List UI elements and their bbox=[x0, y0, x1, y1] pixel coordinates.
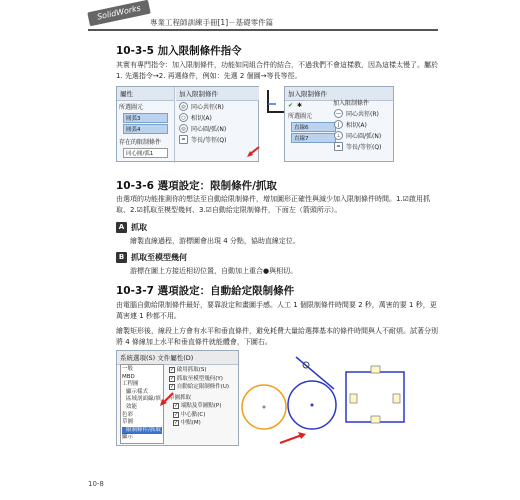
fig-left-opt-1[interactable] bbox=[176, 101, 259, 112]
check-snap[interactable] bbox=[169, 366, 239, 375]
tangent-icon: ○ bbox=[179, 113, 188, 122]
fig-right-opt-1[interactable] bbox=[331, 108, 394, 119]
red-arrow-line bbox=[280, 435, 302, 443]
equal-icon: = bbox=[334, 142, 343, 151]
book-title: 專業工程師訓練手冊[1]－基礎零件篇 bbox=[150, 18, 274, 27]
perpendicular-icon: ⊥ bbox=[334, 131, 343, 140]
tree-item[interactable]: 效能 bbox=[126, 403, 138, 410]
concentric-icon: ◎ bbox=[179, 102, 188, 111]
tree-item[interactable]: 顯示 bbox=[122, 434, 134, 441]
check-icon[interactable]: ✔ bbox=[288, 102, 294, 109]
red-arrow-icon bbox=[157, 391, 175, 407]
section-heading-10-3-5: 10-3-5 加入限制條件指令 bbox=[116, 45, 242, 57]
fig-right-opt-3[interactable] bbox=[331, 130, 394, 141]
horizontal-relation-icon bbox=[371, 416, 380, 423]
tree-item[interactable]: 一般 bbox=[122, 366, 134, 372]
check-snap-geometry[interactable] bbox=[169, 375, 239, 384]
fig-right-add-title: 加入限制條件 bbox=[333, 100, 370, 107]
tangent-circles-illustration bbox=[240, 355, 340, 450]
check-midpoint[interactable] bbox=[169, 419, 239, 428]
fig-left-opt-4-label: 等長/等徑(Q) bbox=[191, 137, 227, 144]
check-endpoints-label: 端點及草圖點(P) bbox=[180, 403, 222, 409]
options-tabs[interactable]: 系統選項(S) 文件屬性(D) bbox=[117, 351, 238, 365]
fig-right-opt-2-label: 相切(A) bbox=[346, 122, 367, 129]
tree-item[interactable]: MBD bbox=[122, 373, 135, 380]
section-heading-10-3-6: 10-3-6 選項設定：限制條件/抓取 bbox=[116, 180, 277, 192]
sketch-snap-group: 草圖抓取 bbox=[169, 394, 192, 401]
fig-right-item-2[interactable]: 直線7 bbox=[291, 133, 336, 143]
options-checks bbox=[169, 366, 239, 428]
fig-left-list-title: 所選圖元 bbox=[119, 104, 144, 111]
check-auto-relations[interactable] bbox=[169, 383, 239, 392]
fig-right-item-1[interactable]: 直線6 bbox=[291, 122, 336, 132]
fig-left-title: 屬性 bbox=[117, 87, 174, 101]
fig-right-opt-3-label: 同心圓/弧(N) bbox=[346, 133, 382, 140]
tree-item-selected[interactable]: 限制條件/抓取 bbox=[122, 427, 162, 435]
fig-left-item-2[interactable]: 圓弧4 bbox=[123, 124, 168, 134]
fig-right-opt-1-label: 同心共徑(R) bbox=[346, 111, 379, 118]
checkbox-icon: ✓ bbox=[174, 411, 179, 418]
fig-left-property-col bbox=[117, 87, 175, 163]
check-center[interactable] bbox=[169, 411, 239, 420]
fig-left-opt-3-label: 同心圓/弧(N) bbox=[191, 126, 227, 133]
fig-left-opt-2[interactable] bbox=[176, 112, 259, 123]
pin-icon[interactable]: ✱ bbox=[297, 102, 303, 109]
concentric-arc-icon: ◎ bbox=[179, 124, 188, 133]
tree-item[interactable]: 工程圖 bbox=[122, 381, 139, 388]
section-1-paragraph: 其實有專門指令：加入限制條件，功能如同組合件的結合，不過我們不會這樣教，因為這樣太慢了。屬於 1. 先選指令→2. 再選條件，例如：先選 2 個圓→等長等徑。 bbox=[116, 61, 438, 80]
tangent-line bbox=[296, 357, 334, 389]
fig-right-opt-4-label: 等長/等徑(Q) bbox=[346, 144, 382, 151]
horizontal-icon: — bbox=[336, 111, 341, 117]
vertical-icon: | bbox=[334, 120, 343, 129]
check-midpoint-label: 中點(M) bbox=[180, 420, 201, 426]
subsection-a-title: 抓取 bbox=[131, 223, 147, 232]
checkbox-icon: ✓ bbox=[174, 420, 179, 426]
section-3-paragraph-1: 由電腦自動給限制條件最好，要靠設定和畫圖手感。人工 1 個限制條件時間要 2 秒，萬害的要 1 秒，更萬害連 1 秒都不用。 bbox=[116, 301, 437, 320]
header-rule bbox=[88, 29, 438, 31]
fig-right-opt-2[interactable] bbox=[331, 119, 394, 130]
vertical-relation-icon bbox=[393, 394, 400, 403]
check-auto-relations-label: 自動給定限制條件(U) bbox=[176, 384, 230, 390]
section-3-paragraph-2: 繪製矩形後，線段上方會有水平和垂直條件，避免耗費大量給選擇基本的條件時間與人不耐煩。試著分別將 4 條線加上水平和垂直條件就能體會，下圖右。 bbox=[116, 327, 438, 346]
subsection-a-text: 繪製直線過程，游標圖會出現 4 分點，協助直線定位。 bbox=[130, 237, 300, 245]
subsection-b-tag: B bbox=[116, 252, 127, 263]
fig-right-title: 加入限制條件 bbox=[285, 87, 393, 101]
fig-right-panel bbox=[284, 86, 394, 162]
options-dialog bbox=[116, 350, 239, 446]
perpendicular-lines-icon bbox=[264, 88, 286, 116]
page-number: 10-8 bbox=[88, 480, 104, 488]
fig-left-item-1[interactable]: 圓弧3 bbox=[123, 113, 168, 123]
circle-center-point bbox=[263, 406, 266, 409]
subsection-b bbox=[116, 252, 187, 263]
fig-right-list-title: 所選圖元 bbox=[288, 113, 313, 120]
check-snap-geometry-label: 抓取至模型幾何(Y) bbox=[176, 375, 223, 382]
section-heading-10-3-7: 10-3-7 選項設定：自動給定限制條件 bbox=[116, 285, 295, 297]
subsection-a-tag: A bbox=[116, 222, 127, 233]
solidworks-logo: SolidWorks bbox=[87, 0, 151, 26]
fig-left-opt-2-label: 相切(A) bbox=[191, 115, 212, 122]
red-arrow-icon bbox=[245, 145, 261, 159]
fig-left-existing-title: 存在的限制條件 bbox=[119, 139, 162, 146]
check-endpoints[interactable] bbox=[169, 402, 239, 411]
tree-item[interactable]: 區域剖面線/填 bbox=[126, 396, 161, 403]
fig-left-opt-3[interactable] bbox=[176, 123, 259, 134]
tree-item[interactable]: 草圖 bbox=[122, 419, 134, 426]
fig-left-existing-item[interactable]: 同心圓/弧1 bbox=[123, 148, 168, 158]
equal-icon: = bbox=[179, 135, 188, 144]
subsection-b-text: 游標在圖上方接近相切位置，自動加上重合●與相切。 bbox=[130, 267, 298, 275]
horizontal-relation-icon bbox=[371, 366, 380, 373]
fig-left-opt-1-label: 同心共徑(R) bbox=[191, 104, 224, 111]
vertical-relation-icon bbox=[350, 394, 357, 403]
checkbox-icon: ✓ bbox=[170, 384, 175, 390]
checkbox-icon: ✓ bbox=[170, 367, 175, 373]
subsection-b-title: 抓取至模型幾何 bbox=[131, 253, 187, 262]
subsection-a bbox=[116, 222, 147, 233]
check-snap-label: 啟用抓取(S) bbox=[176, 367, 207, 373]
fig-left-panel bbox=[116, 86, 259, 162]
rectangle-illustration bbox=[340, 358, 415, 433]
fig-left-add-title: 加入限制條件 bbox=[176, 87, 259, 101]
fig-left-opt-4[interactable] bbox=[176, 134, 259, 145]
circle-center-point bbox=[311, 404, 314, 407]
fig-right-add-col bbox=[331, 97, 394, 152]
section-2-paragraph: 由選項的功能推測你的想法至自動給限制條件，增加圖形正確性與減少加入限制條件時間。1.☑啟用抓取、2.☑抓取至模型幾何、3.☑自動給定限制條件，下面左（箭頭所示）。 bbox=[116, 195, 430, 214]
check-center-label: 中心點(C) bbox=[180, 411, 206, 418]
tree-item[interactable]: 顯示樣式 bbox=[126, 388, 149, 395]
checkbox-icon: ✓ bbox=[174, 403, 179, 409]
checkbox-icon: ✓ bbox=[170, 375, 175, 382]
tree-item[interactable]: 色彩 bbox=[122, 411, 134, 418]
fig-right-opt-4[interactable] bbox=[331, 141, 394, 152]
